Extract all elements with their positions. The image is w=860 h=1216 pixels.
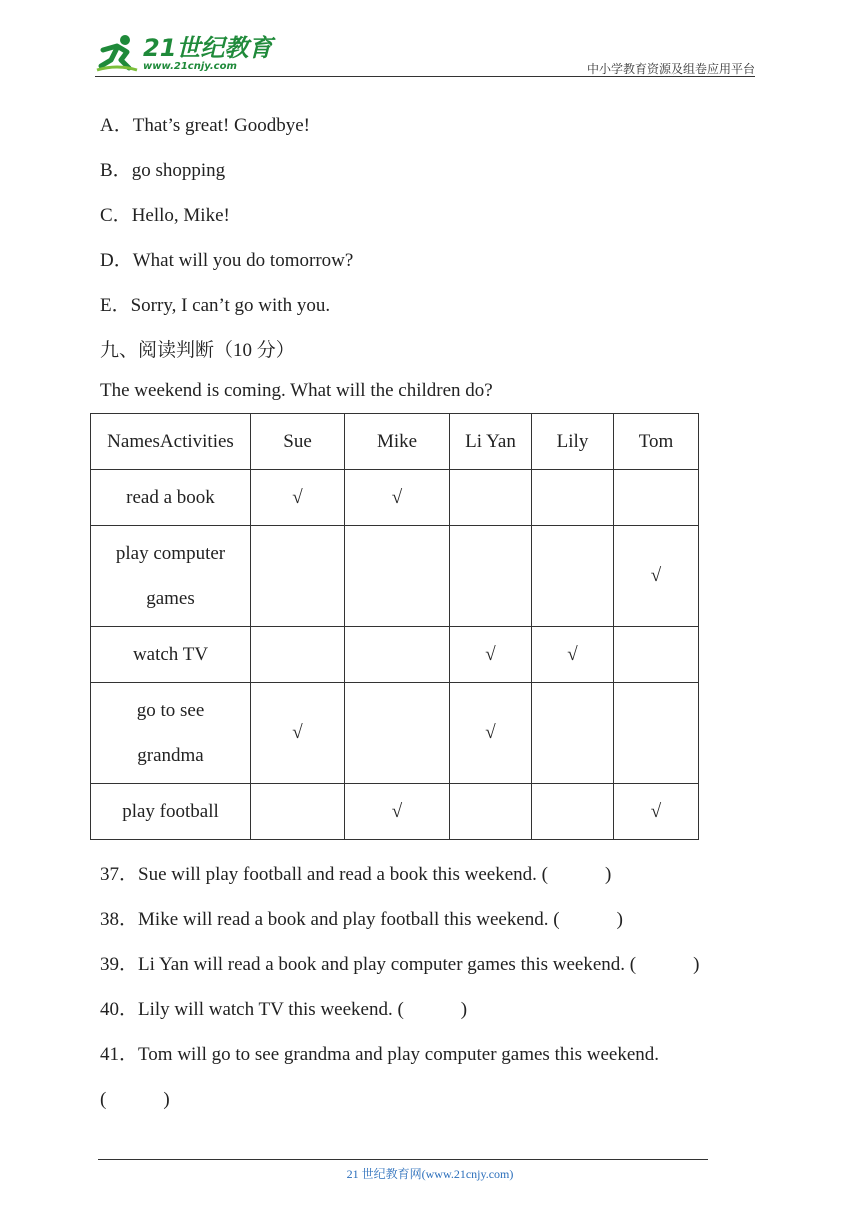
option-letter: A． [100,115,133,136]
question-text: Lily will watch TV this weekend. ( ) [138,999,468,1020]
question-text: Mike will read a book and play football this weekend. ( ) [138,909,623,930]
activity-cell [91,683,251,784]
question-text: Sue will play football and read a book this weekend. ( ) [138,864,612,885]
table-header-row [91,414,699,470]
question-number: 41． [100,1044,139,1065]
check-cell: √ [532,627,614,683]
question-41 [100,1039,659,1066]
question-number: 39． [100,954,139,975]
question-39 [100,949,699,976]
option-letter: E． [100,295,131,316]
activity-cell: read a book [91,470,251,526]
header-cell: NamesActivities [91,414,251,470]
check-cell [532,784,614,840]
footer-divider [98,1159,708,1160]
question-text: ( ) [100,1089,170,1110]
option-text: That’s great! Goodbye! [132,115,311,136]
check-cell: √ [614,526,699,627]
option-text: What will you do tomorrow? [132,250,354,271]
check-cell [450,526,532,627]
activity-table [90,413,699,840]
check-cell: √ [345,470,450,526]
option-e [100,290,330,317]
option-text: Sorry, I can’t go with you. [130,295,331,316]
check-cell [251,784,345,840]
question-text: Li Yan will read a book and play computer games this weekend. ( ) [138,954,700,975]
footer-link[interactable]: 21 世纪教育网(www.21cnjy.com) [346,1167,514,1181]
check-cell: √ [614,784,699,840]
option-text: go shopping [131,160,226,181]
activity-cell: play football [91,784,251,840]
question-37 [100,859,611,886]
check-cell [251,627,345,683]
question-38 [100,904,623,931]
check-cell: √ [450,627,532,683]
header-cell: Mike [345,414,450,470]
activity-cell: watch TV [91,627,251,683]
question-number: 37． [100,864,139,885]
header-cell: Lily [532,414,614,470]
check-cell: √ [251,683,345,784]
question-number: 40． [100,999,139,1020]
check-cell: √ [251,470,345,526]
check-cell [532,526,614,627]
option-b [100,155,225,182]
activity-line: go to see [136,700,205,721]
logo-url: www.21cnjy.com [143,61,237,72]
option-letter: B． [100,160,132,181]
question-41-answer-blank [100,1084,170,1111]
check-cell [614,627,699,683]
check-cell [614,470,699,526]
check-cell [450,784,532,840]
activity-line: play computer [115,543,226,564]
question-text: Tom will go to see grandma and play computer games this weekend. [138,1044,660,1065]
section-title: 九、阅读判断（10 分） [100,340,295,361]
option-text: Hello, Mike! [131,205,230,226]
check-cell [532,470,614,526]
check-cell: √ [450,683,532,784]
table-row [91,683,699,784]
logo-title: 21世纪教育 [143,34,273,62]
header-cell: Sue [251,414,345,470]
option-d [100,245,353,272]
check-cell [532,683,614,784]
check-cell [251,526,345,627]
table-row [91,784,699,840]
activity-line: grandma [137,745,204,766]
option-c [100,200,230,227]
activity-cell [91,526,251,627]
check-cell [345,627,450,683]
page-header [95,30,755,78]
activity-line: games [146,588,195,609]
check-cell [345,683,450,784]
header-divider [95,76,755,77]
intro-text: The weekend is coming. What will the children do? [100,380,493,401]
table-row [91,526,699,627]
option-letter: C． [100,205,132,226]
table-row [91,470,699,526]
question-number: 38． [100,909,139,930]
check-cell: √ [345,784,450,840]
question-40 [100,994,467,1021]
table-row [91,627,699,683]
check-cell [450,470,532,526]
option-letter: D． [100,250,133,271]
logo [95,32,272,76]
header-cell: Tom [614,414,699,470]
option-a [100,110,310,137]
header-cell: Li Yan [450,414,532,470]
runner-logo-icon [95,34,139,74]
check-cell [614,683,699,784]
check-cell [345,526,450,627]
platform-name: 中小学教育资源及组卷应用平台 [586,62,755,76]
